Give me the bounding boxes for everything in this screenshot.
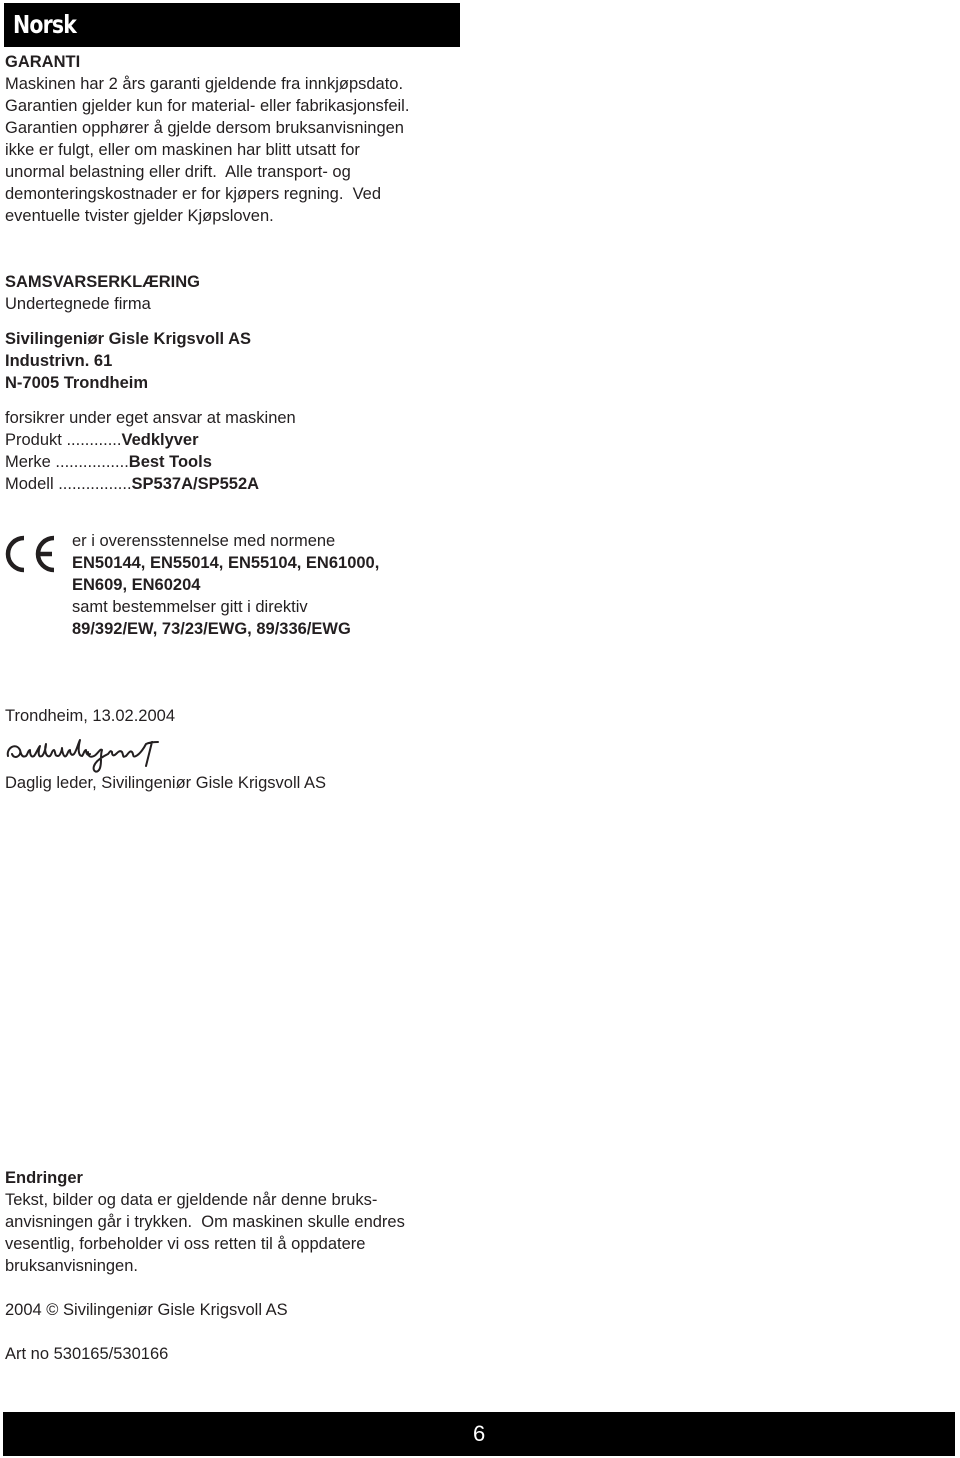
- conformity-intro: er i overensstennelse med normene: [72, 532, 336, 550]
- copyright: [5, 1299, 288, 1321]
- model-label: Modell ................: [5, 475, 132, 493]
- ce-mark-icon: [2, 534, 58, 574]
- signatory: [5, 772, 326, 794]
- declaration-intro: Undertegnede firma: [5, 295, 151, 313]
- place-date: [5, 705, 175, 727]
- warranty-line: ikke er fulgt, eller om maskinen har blitt utsatt for: [5, 141, 360, 159]
- warranty-line: Garantien opphører å gjelde dersom bruksanvisningen: [5, 119, 404, 137]
- brand-row: [5, 451, 296, 473]
- language-header-bar: [4, 3, 460, 47]
- warranty-line: unormal belastning eller drift. Alle transport- og: [5, 163, 351, 181]
- product-row: [5, 429, 296, 451]
- company-street: Industrivn. 61: [5, 352, 113, 370]
- changes-line: Tekst, bilder og data er gjeldende når denne bruks-: [5, 1191, 378, 1209]
- changes-line: anvisningen går i trykken. Om maskinen skulle endres: [5, 1213, 405, 1231]
- company-city: N-7005 Trondheim: [5, 374, 149, 392]
- norms-line: EN609, EN60204: [72, 576, 201, 594]
- changes-section: [5, 1167, 405, 1277]
- company-name: Sivilingeniør Gisle Krigsvoll AS: [5, 330, 252, 348]
- product-label: Produkt ............: [5, 431, 122, 449]
- warranty-line: demonteringskostnader er for kjøpers regning. Ved: [5, 185, 382, 203]
- changes-heading: Endringer: [5, 1169, 83, 1187]
- declaration-section: [5, 271, 200, 315]
- language-label: Norsk: [13, 10, 77, 39]
- assurance-text: forsikrer under eget ansvar at maskinen: [5, 409, 296, 427]
- warranty-line: Maskinen har 2 års garanti gjeldende fra innkjøpsdato.: [5, 75, 404, 93]
- conformity-text: [72, 530, 379, 640]
- changes-line: bruksanvisningen.: [5, 1257, 138, 1275]
- copyright-text: 2004 © Sivilingeniør Gisle Krigsvoll AS: [5, 1301, 288, 1319]
- page-number: 6: [473, 1421, 486, 1446]
- product-value: Vedklyver: [121, 431, 199, 449]
- article-number: [5, 1343, 168, 1365]
- company-address: [5, 328, 251, 394]
- footer-bar: [3, 1412, 955, 1456]
- model-row: [5, 473, 296, 495]
- place-date-text: Trondheim, 13.02.2004: [5, 707, 176, 725]
- product-details: [5, 407, 296, 495]
- declaration-heading: SAMSVARSERKLÆRING: [5, 273, 200, 291]
- directive-intro: samt bestemmelser gitt i direktiv: [72, 598, 308, 616]
- signatory-text: Daglig leder, Sivilingeniør Gisle Krigsvoll AS: [5, 774, 326, 792]
- norms-line: EN50144, EN55014, EN55104, EN61000,: [72, 554, 380, 572]
- directive-list: 89/392/EW, 73/23/EWG, 89/336/EWG: [72, 620, 351, 638]
- warranty-line: eventuelle tvister gjelder Kjøpsloven.: [5, 207, 274, 225]
- warranty-line: Garantien gjelder kun for material- eller fabrikasjonsfeil.: [5, 97, 410, 115]
- brand-value: Best Tools: [128, 453, 212, 471]
- brand-label: Merke ................: [5, 453, 129, 471]
- model-value: SP537A/SP552A: [131, 475, 260, 493]
- changes-line: vesentlig, forbeholder vi oss retten til å oppdatere: [5, 1235, 366, 1253]
- warranty-section: [5, 51, 409, 227]
- signature-image: [4, 734, 166, 776]
- article-number-text: Art no 530165/530166: [5, 1345, 169, 1363]
- warranty-heading: GARANTI: [5, 53, 81, 71]
